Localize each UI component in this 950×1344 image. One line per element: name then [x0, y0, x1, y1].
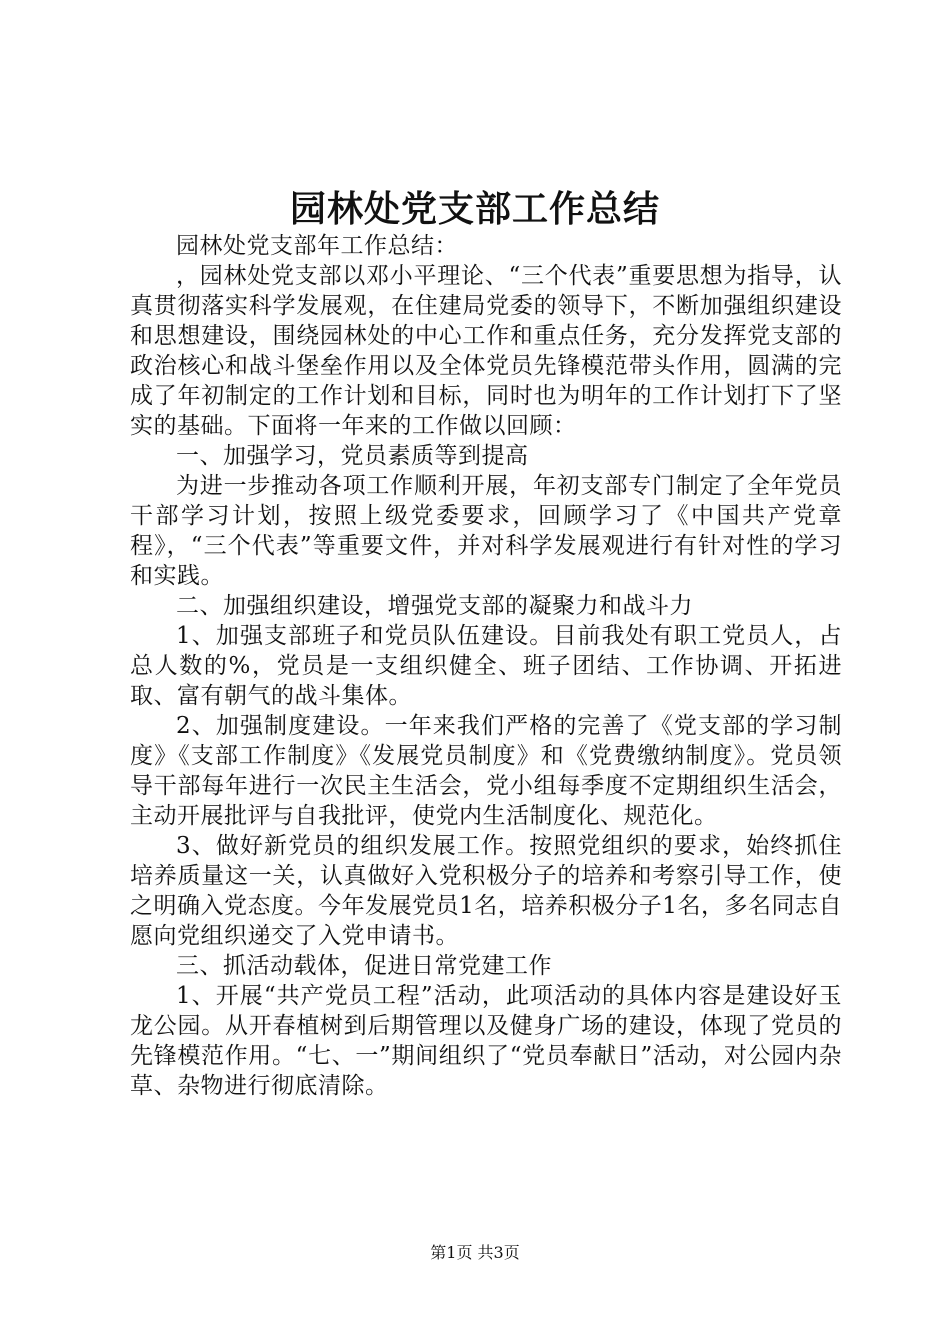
section-heading-2: 二、加强组织建设，增强党支部的凝聚力和战斗力 [176, 593, 693, 619]
section-2-item-3: 3、做好新党员的组织发展工作。按照党组织的要求，始终抓住培养质量这一关，认真做好入党积极分子的培养和考察引导工作，使之明确入党态度。今年发展党员1名，培养积极分子1名，多名同志自愿向党组织递交了入党申请书。 [130, 833, 842, 949]
section-heading-1: 一、加强学习，党员素质等到提高 [176, 443, 529, 469]
page-footer: 第1页 共3页 [430, 1243, 520, 1262]
intro-line: 园林处党支部年工作总结： [176, 233, 458, 259]
section-heading-3: 三、抓活动载体，促进日常党建工作 [176, 953, 552, 979]
section-3-item-1: 1、开展“共产党员工程”活动，此项活动的具体内容是建设好玉龙公园。从开春植树到后期管理以及健身广场的建设，体现了党员的先锋模范作用。“七、一”期间组织了“党员奉献日”活动，对公园内杂草、杂物进行彻底清除。 [130, 983, 842, 1099]
section-2-item-1: 1、加强支部班子和党员队伍建设。目前我处有职工党员人，占总人数的%，党员是一支组织健全、班子团结、工作协调、开拓进取、富有朝气的战斗集体。 [130, 623, 842, 709]
section-1-paragraph: 为进一步推动各项工作顺利开展，年初支部专门制定了全年党员干部学习计划，按照上级党委要求，回顾学习了《中国共产党章程》，“三个代表”等重要文件，并对科学发展观进行有针对性的学习和实践。 [130, 473, 842, 589]
document-body [130, 231, 842, 1101]
section-2-item-2: 2、加强制度建设。一年来我们严格的完善了《党支部的学习制度》《支部工作制度》《发展党员制度》和《党费缴纳制度》。党员领导干部每年进行一次民主生活会，党小组每季度不定期组织生活会，主动开展批评与自我批评，使党内生活制度化、规范化。 [130, 713, 842, 829]
intro-paragraph: ，园林处党支部以邓小平理论、“三个代表”重要思想为指导，认真贯彻落实科学发展观，在住建局党委的领导下，不断加强组织建设和思想建设，围绕园林处的中心工作和重点任务，充分发挥党支部的政治核心和战斗堡垒作用以及全体党员先锋模范带头作用，圆满的完成了年初制定的工作计划和目标，同时也为明年的工作计划打下了坚实的基础。下面将一年来的工作做以回顾： [130, 263, 842, 439]
document-title: 园林处党支部工作总结 [289, 188, 660, 230]
